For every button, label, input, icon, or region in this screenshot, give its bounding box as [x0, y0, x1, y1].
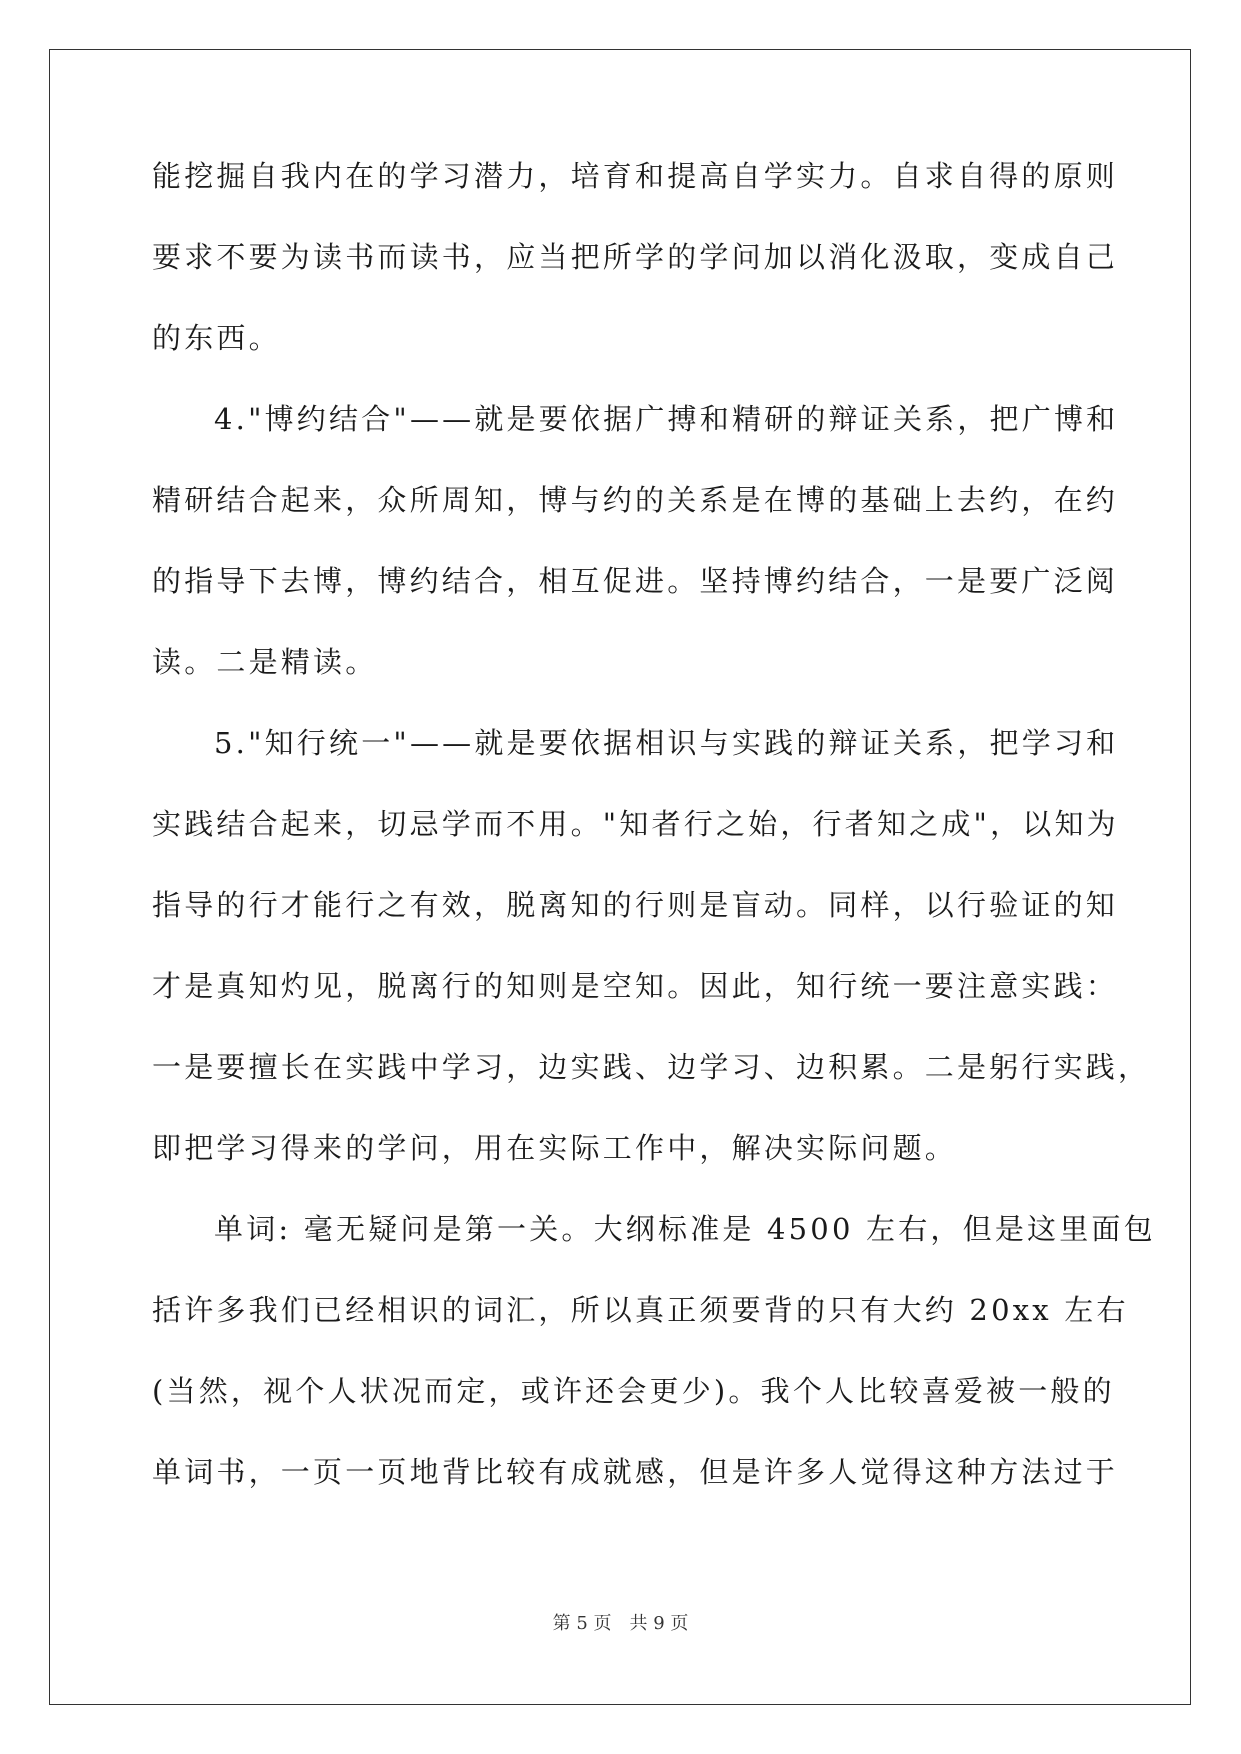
text-line: 指导的行才能行之有效，脱离知的行则是盲动。同样，以行验证的知: [152, 888, 1119, 922]
document-body: [152, 159, 1156, 1539]
text-line: 精研结合起来，众所周知，博与约的关系是在博的基础上去约，在约: [152, 483, 1119, 517]
text-line: 5."知行统一"——就是要依据相识与实践的辩证关系，把学习和: [214, 726, 1119, 760]
text-line: 即把学习得来的学问，用在实际工作中，解决实际问题。: [152, 1131, 958, 1165]
text-line: (当然，视个人状况而定，或许还会更少)。我个人比较喜爱被一般的: [152, 1374, 1115, 1408]
text-line: 才是真知灼见，脱离行的知则是空知。因此，知行统一要注意实践：: [152, 969, 1119, 1003]
page-number-footer: 第 5 页 共 9 页: [552, 1613, 689, 1634]
text-line: 括许多我们已经相识的词汇，所以真正须要背的只有大约 20xx 左右: [152, 1293, 1129, 1327]
text-line: 单词书，一页一页地背比较有成就感，但是许多人觉得这种方法过于: [152, 1455, 1119, 1489]
text-line: 4."博约结合"——就是要依据广搏和精研的辩证关系，把广博和: [214, 402, 1119, 436]
text-line: 要求不要为读书而读书，应当把所学的学问加以消化汲取，变成自己: [152, 240, 1119, 274]
text-line: 的指导下去博，博约结合，相互促进。坚持博约结合，一是要广泛阅: [152, 564, 1119, 598]
text-line: 实践结合起来，切忌学而不用。"知者行之始，行者知之成"，以知为: [152, 807, 1119, 841]
text-line: 的东西。: [152, 321, 281, 355]
text-line: 一是要擅长在实践中学习，边实践、边学习、边积累。二是躬行实践，: [152, 1050, 1151, 1084]
text-line: 能挖掘自我内在的学习潜力，培育和提高自学实力。自求自得的原则: [152, 159, 1119, 193]
text-line: 单词: 毫无疑问是第一关。大纲标准是 4500 左右，但是这里面包: [214, 1212, 1156, 1246]
text-line: 读。二是精读。: [152, 645, 378, 679]
